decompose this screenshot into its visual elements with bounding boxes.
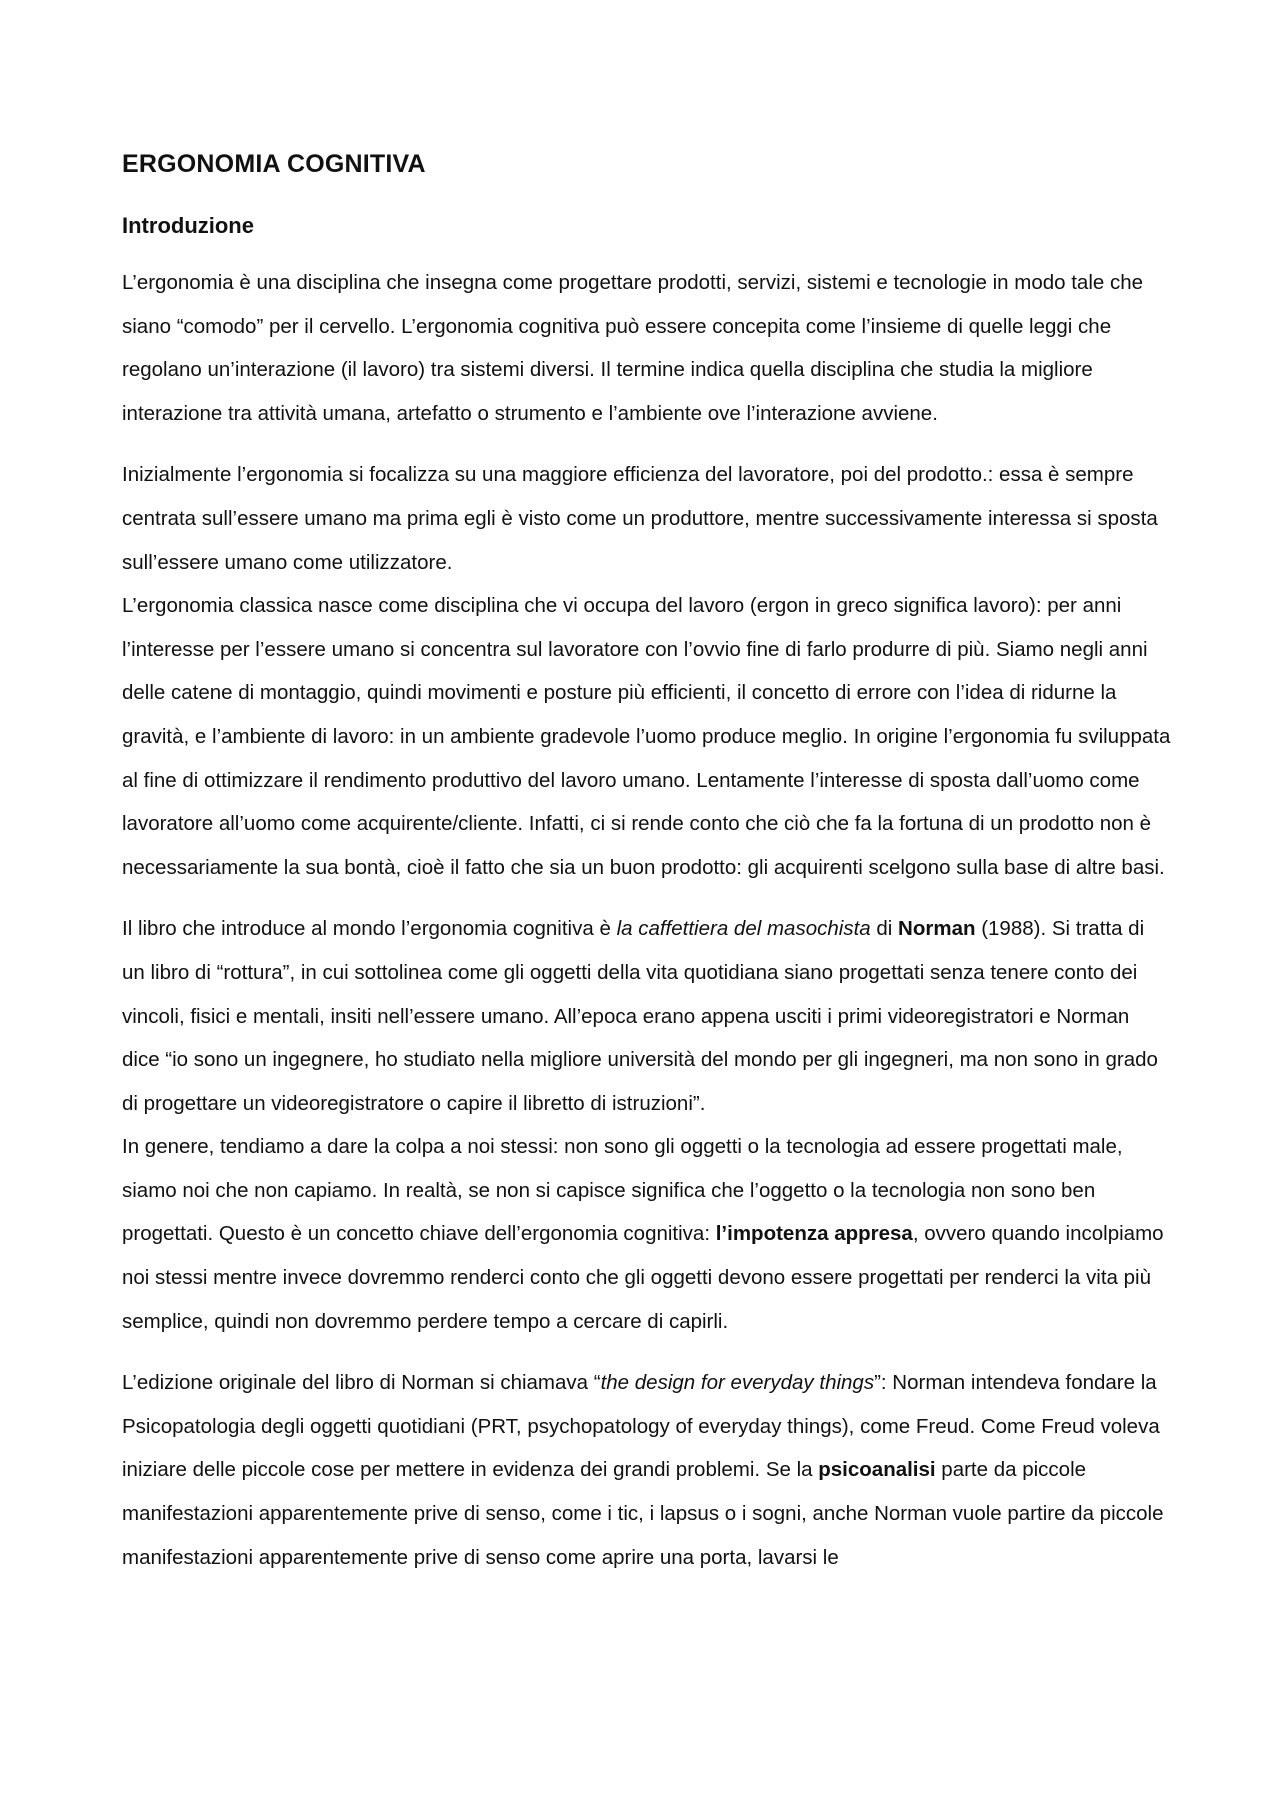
author-name-bold: Norman [898,917,976,941]
document-page [122,150,1172,1579]
paragraph-5 [122,1125,1172,1343]
paragraph-4-text-2: di [870,917,899,941]
psychoanalysis-term: psicoanalisi [818,1458,936,1482]
document-title: ERGONOMIA COGNITIVA [122,150,426,178]
paragraph-4 [122,907,1172,1125]
paragraph-6 [122,1361,1172,1579]
section-title: Introduzione [122,213,254,238]
paragraph-1: L’ergonomia è una disciplina che insegna come progettare prodotti, servizi, sistemi e tecnologie in modo tale che siano “comodo” per il cervello. L’ergonomia cognitiva può essere concepita come l’insieme di quelle leggi che regolano un’interazione (il lavoro) tra sistemi diversi. Il termine indica quella disciplina che studia la migliore interazione tra attività umana, artefatto o strumento e l’ambiente ove l’interazione avviene. [122,271,1144,425]
original-title-italic: the design for everyday things [600,1371,875,1395]
book-title-italic: la caffettiera del masochista [616,917,871,941]
paragraph-5-text-2: , ovvero quando incolpiamo noi stessi mentre invece dovremmo renderci conto che gli oggetti devono essere progettati per renderci la vita più semplice, quindi non dovremmo perdere tempo a cercare di capirli. [122,1222,1164,1333]
paragraph-5-text-1: In genere, tendiamo a dare la colpa a noi stessi: non sono gli oggetti o la tecnologia ad essere progettati male, siamo noi che non capiamo. In realtà, se non si capisce significa che l’oggetto o la tecnologia non sono ben progettati. Questo è un concetto chiave dell’ergonomia cognitiva: [122,1135,1123,1246]
paragraph-4-text-1: Il libro che introduce al mondo l’ergonomia cognitiva è [122,917,617,941]
paragraph-2: Inizialmente l’ergonomia si focalizza su una maggiore efficienza del lavoratore, poi del prodotto.: essa è sempre centrata sull’essere umano ma prima egli è visto come un produttore, mentre successivamente interessa si sposta sull’essere umano come utilizzatore. [122,463,1158,574]
paragraph-6-text-1: L’edizione originale del libro di Norman si chiamava “ [122,1371,601,1395]
paragraph-6-text-3: parte da piccole manifestazioni apparentemente prive di senso, come i tic, i lapsus o i sogni, anche Norman vuole partire da piccole manifestazioni apparentemente prive di senso come aprire una porta, lavarsi le [122,1458,1164,1569]
paragraph-3: L’ergonomia classica nasce come disciplina che vi occupa del lavoro (ergon in greco significa lavoro): per anni l’interesse per l’essere umano si concentra sul lavoratore con l’ovvio fine di farlo produrre di più. Siamo negli anni delle catene di montaggio, quindi movimenti e posture più efficienti, il concetto di errore con l’idea di ridurne la gravità, e l’ambiente di lavoro: in un ambiente gradevole l’uomo produce meglio. In origine l’ergonomia fu sviluppata al fine di ottimizzare il rendimento produttivo del lavoro umano. Lentamente l’interesse di sposta dall’uomo come lavoratore all’uomo come acquirente/cliente. Infatti, ci si rende conto che ciò che fa la fortuna di un prodotto non è necessariamente la sua bontà, cioè il fatto che sia un buon prodotto: gli acquirenti scelgono sulla base di altre basi. [122,594,1171,879]
paragraph-4-text-3: (1988). Si tratta di un libro di “rottura”, in cui sottolinea come gli oggetti della vita quotidiana siano progettati senza tenere conto dei vincoli, fisici e mentali, insiti nell’essere umano. All’epoca erano appena usciti i primi videoregistratori e Norman dice “io sono un ingegnere, ho studiato nella migliore università del mondo per gli ingegneri, ma non sono in grado di progettare un videoregistratore o capire il libretto di istruzioni”. [122,917,1158,1115]
learned-helplessness-term: l’impotenza appresa [715,1222,913,1246]
paragraph-6-text-2: ”: Norman intendeva fondare la Psicopatologia degli oggetti quotidiani (PRT, psychopatology of everyday things), come Freud. Come Freud voleva iniziare delle piccole cose per mettere in evidenza dei grandi problemi. Se la [122,1371,1160,1482]
